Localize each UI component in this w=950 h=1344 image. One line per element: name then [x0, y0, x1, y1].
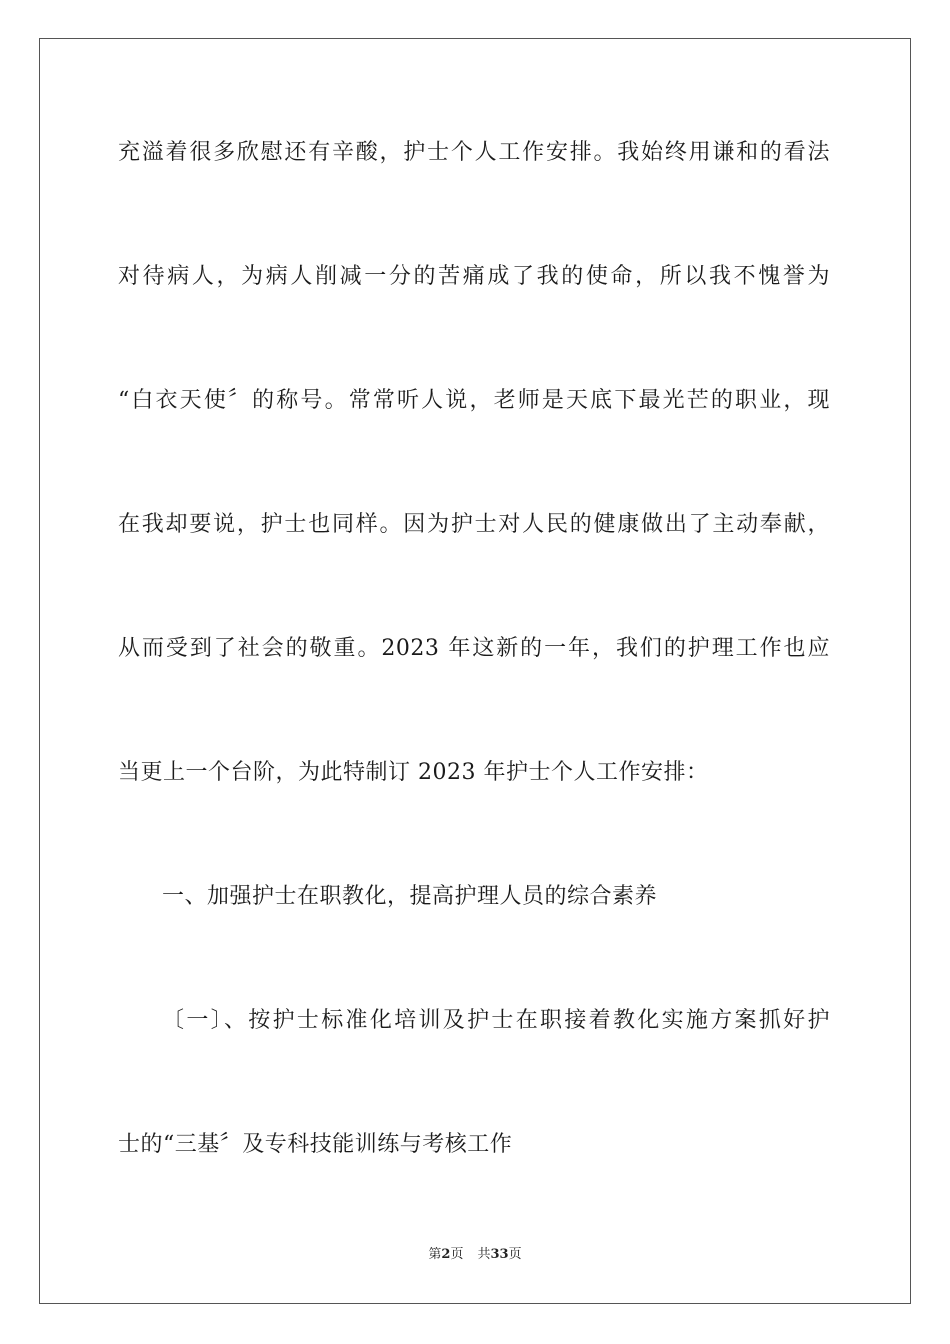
subsection-line-2: 士的“三基〞及专科技能训练与考核工作: [118, 1132, 513, 1157]
total-pages: 33: [490, 1247, 509, 1262]
paragraph-line-4: 在我却要说，护士也同样。因为护士对人民的健康做出了主动奉献，: [118, 512, 830, 537]
page-prefix: 第: [428, 1247, 442, 1262]
total-prefix: 共: [477, 1247, 491, 1262]
paragraph-line-6: 当更上一个台阶，为此特制订 2023 年护士个人工作安排：: [118, 760, 709, 785]
paragraph-line-1: 充溢着很多欣慰还有辛酸，护士个人工作安排。我始终用谦和的看法: [118, 140, 830, 165]
page-suffix: 页: [450, 1247, 464, 1262]
page-border: [39, 38, 911, 1304]
page-number: 2: [441, 1247, 451, 1262]
subsection-line-1: 〔一〕、按护士标准化培训及护士在职接着教化实施方案抓好护: [162, 1008, 830, 1033]
paragraph-line-2: 对待病人，为病人削减一分的苦痛成了我的使命，所以我不愧誉为: [118, 264, 830, 289]
paragraph-line-5: 从而受到了社会的敬重。2023 年这新的一年，我们的护理工作也应: [118, 636, 830, 661]
total-suffix: 页: [508, 1247, 522, 1262]
paragraph-line-3: “白衣天使〞的称号。常常听人说，老师是天底下最光芒的职业，现: [118, 388, 830, 413]
page-footer: [0, 1245, 950, 1265]
section-heading: 一、加强护士在职教化，提高护理人员的综合素养: [162, 884, 658, 909]
